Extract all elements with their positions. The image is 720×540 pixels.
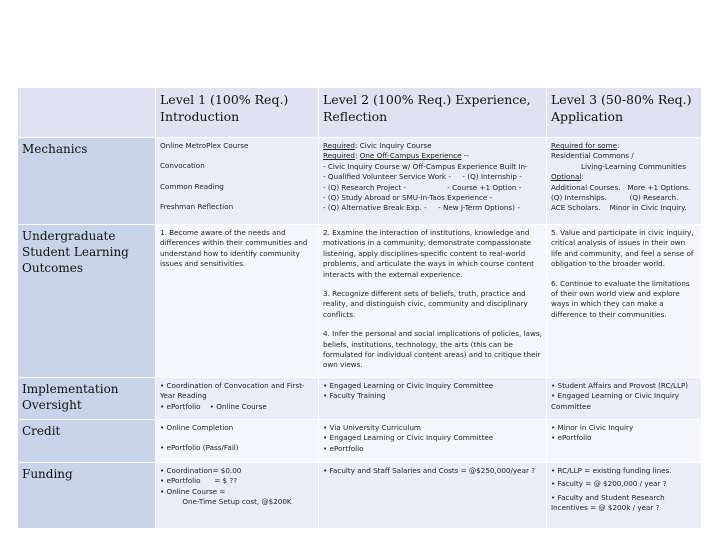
funding-l1-item: • ePortfolio = $ ?? xyxy=(160,476,314,486)
mechanics-l3-optional: Optional: xyxy=(551,172,584,182)
implementation-l2-item: • Faculty Training xyxy=(323,391,542,401)
header-level-2: Level 2 (100% Req.) Experience, Reflection xyxy=(319,88,547,138)
header-level-1: Level 1 (100% Req.) Introduction xyxy=(156,88,319,138)
mechanics-l1-item: Common Reading xyxy=(160,181,224,191)
implementation-l1-item: • Online Course xyxy=(210,402,267,411)
funding-level-2 xyxy=(319,463,547,529)
mechanics-l1-item: Convocation xyxy=(160,161,205,171)
credit-l2-item: • ePortfolio xyxy=(323,444,542,454)
implementation-level-3 xyxy=(547,378,702,420)
mechanics-l3-required: Required for some: xyxy=(551,141,620,150)
funding-level-1 xyxy=(156,463,319,529)
mechanics-l1-item: Freshman Reflection xyxy=(160,202,234,212)
credit-l1-item: • ePortfolio (Pass/Fail) xyxy=(160,443,314,453)
outcomes-level-1 xyxy=(156,225,319,378)
requirements-table xyxy=(18,88,702,529)
outcome-item: 3. Recognize different sets of beliefs, truth, practice and reality, and distinguish civic, community and disciplinary conflicts. xyxy=(323,289,528,319)
outcomes-level-2 xyxy=(319,225,547,378)
funding-l1-item: • Coordination= $0.00 xyxy=(160,466,314,476)
mechanics-l1-item: Online MetroPlex Course xyxy=(160,141,249,150)
credit-l3-item: • Minor in Civic Inquiry xyxy=(551,423,697,433)
mechanics-l2-required-2: Required: One Off-Campus Experience -- xyxy=(323,151,469,161)
row-label-outcomes: Undergraduate Student Learning Outcomes xyxy=(18,225,156,378)
row-label-credit: Credit xyxy=(18,420,156,463)
credit-level-2 xyxy=(319,420,547,463)
outcomes-level-3 xyxy=(547,225,702,378)
funding-l3-item: • RC/LLP = existing funding lines. xyxy=(551,466,697,476)
implementation-level-1 xyxy=(156,378,319,420)
mechanics-l3-line: (Q) Internships. (Q) Research. xyxy=(551,193,679,203)
implementation-l3-item: • Student Affairs and Provost (RC/LLP) xyxy=(551,381,697,391)
credit-l1-item: • Online Completion xyxy=(160,423,314,433)
funding-l1-item: • Online Course = xyxy=(160,487,314,497)
mechanics-l2-option: - Civic Inquiry Course w/ Off-Campus Experience Built In- xyxy=(323,161,528,171)
outcome-item: 4. Infer the personal and social implications of policies, laws, beliefs, institutions, technology, the arts (this can be formulated for individual content areas) and to critique their own views. xyxy=(323,329,542,370)
credit-l2-item: • Via University Curriculum xyxy=(323,423,542,433)
outcome-item: 2. Examine the interaction of institutions, knowledge and motivations in a community, demonstrate compassionate listening, apply disciplines-specific content to real-world problems, and articulate the ways in which course content interacts with the external experience. xyxy=(323,228,535,279)
funding-level-3 xyxy=(547,463,702,529)
outcome-item: 1. Become aware of the needs and differences within their communities and understand how to identify community issues and sensitivities. xyxy=(160,228,308,269)
mechanics-l2-option: - (Q) Research Project - - Course +1 Option - xyxy=(323,182,522,192)
implementation-l3-item: • Engaged Learning or Civic Inquiry Committee xyxy=(551,391,697,412)
outcome-item: 5. Value and participate in civic inquiry, critical analysis of issues in their own life and community, and feel a sense of obligation to the broader world. xyxy=(551,228,694,269)
implementation-level-2 xyxy=(319,378,547,420)
funding-l3-item: • Faculty = @ $200,000 / year ? xyxy=(551,479,697,489)
funding-l2-item: • Faculty and Staff Salaries and Costs = @$250,000/year ? xyxy=(323,466,542,476)
mechanics-l2-required-1: Required: Civic Inquiry Course xyxy=(323,141,432,150)
row-label-mechanics: Mechanics xyxy=(18,138,156,225)
mechanics-l2-option: - Qualified Volunteer Service Work - - (Q) Internship - xyxy=(323,172,522,182)
implementation-l1-row xyxy=(160,402,314,412)
mechanics-level-2 xyxy=(319,138,547,225)
mechanics-l3-line: Living-Learning Communities xyxy=(581,161,686,171)
outcome-item: 6. Continue to evaluate the limitations of their own world view and explore ways in which they can make a difference to their communities. xyxy=(551,278,690,319)
mechanics-level-1 xyxy=(156,138,319,225)
header-corner xyxy=(18,88,156,138)
funding-l3-item: • Faculty and Student Research Incentives = @ $200k / year ? xyxy=(551,493,697,514)
funding-l1-item: One-Time Setup cost, @$200K xyxy=(182,497,292,507)
mechanics-l3-line: ACE Scholars. Minor in Civic Inquiry. xyxy=(551,203,687,213)
credit-l3-item: • ePortfolio xyxy=(551,433,697,443)
implementation-l2-item: • Engaged Learning or Civic Inquiry Committee xyxy=(323,381,542,391)
implementation-l1-item: • ePortfolio xyxy=(160,402,201,411)
implementation-l1-item: • Coordination of Convocation and First-Year Reading xyxy=(160,381,314,402)
mechanics-l3-line: Additional Courses. More +1 Options. xyxy=(551,182,691,192)
mechanics-l2-option: - (Q) Alternative Break Exp. - - New J-Term Options) - xyxy=(323,203,520,213)
mechanics-level-3 xyxy=(547,138,702,225)
mechanics-l3-line: Residential Commons / xyxy=(551,151,634,161)
header-level-3: Level 3 (50-80% Req.) Application xyxy=(547,88,702,138)
credit-l2-item: • Engaged Learning or Civic Inquiry Committee xyxy=(323,433,542,443)
row-label-funding: Funding xyxy=(18,463,156,529)
credit-level-1 xyxy=(156,420,319,463)
mechanics-l2-option: - (Q) Study Abroad or SMU-in-Taos Experience - xyxy=(323,193,493,203)
row-label-implementation: Implementation Oversight xyxy=(18,378,156,420)
credit-level-3 xyxy=(547,420,702,463)
